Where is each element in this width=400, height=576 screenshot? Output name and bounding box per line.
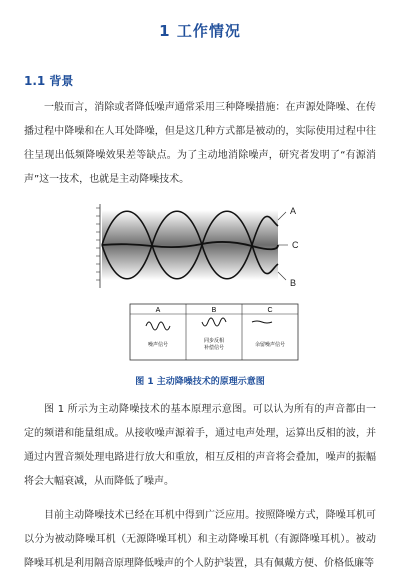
paragraph-headphones: 目前主动降噪技术已经在耳机中得到广泛应用。按照降噪方式，降噪耳机可以分为被动降噪耳机（无源降噪耳机）和主动降噪耳机（有源降噪耳机）。被动降噪耳机是利用隔音原理降低噪声的个人防护装置，具有佩戴方便、价格低廉等 — [24, 510, 376, 569]
table-header-c: C — [267, 307, 273, 314]
section-heading: 1.1 背景 — [24, 74, 74, 88]
paragraph-figure-description: 图 1 所示为主动降噪技术的基本原理示意图。可以认为所有的声音都由一定的频谱和能量组成。从接收噪声源着手，通过电声处理，运算出反相的波，并通过内置音频处理电路进行放大和重放，相互反相的声音将会叠加，噪声的振幅将会大幅衰减，从而降低了噪声。 — [24, 404, 376, 487]
anc-principle-figure — [86, 200, 314, 370]
table-caption-b: 同步反相补偿信号 — [203, 338, 225, 351]
table-header-a: A — [155, 307, 161, 314]
axis-ticks — [96, 208, 100, 280]
label-b: B — [290, 278, 297, 288]
figure-caption: 图 1 主动降噪技术的原理示意图 — [135, 377, 265, 387]
label-a: A — [290, 206, 297, 216]
table-caption-c: 余留噪声信号 — [254, 342, 286, 348]
mini-wave-c — [252, 321, 272, 323]
comparison-table — [130, 304, 298, 360]
table-caption-a: 噪声信号 — [147, 342, 169, 348]
label-c: C — [292, 240, 299, 250]
mini-wave-a — [146, 322, 170, 330]
chapter-title: 1 工作情况 — [159, 22, 241, 40]
mini-wave-b — [202, 318, 226, 326]
table-header-b: B — [211, 307, 217, 314]
paragraph-background: 一般而言，消除或者降低噪声通常采用三种降噪措施：在声源处降噪、在传播过程中降噪和在人耳处降噪，但是这几种方式都是被动的，实际使用过程中往往呈现出低频降噪效果差等缺点。为了主动地消除噪声，研究者发明了“有源消声”这一技术，也就是主动降噪技术。 — [24, 102, 376, 185]
